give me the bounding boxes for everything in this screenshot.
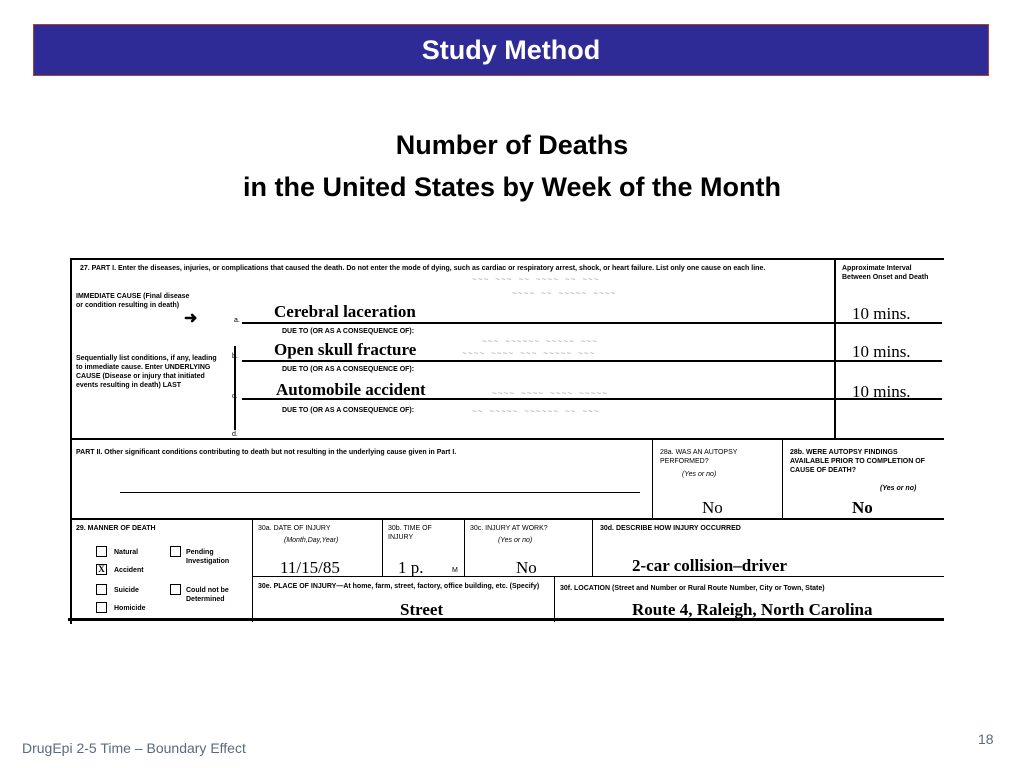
pending-checkbox: [170, 546, 181, 557]
suicide-checkbox: [96, 584, 107, 595]
findings-sub: (Yes or no): [880, 485, 917, 492]
location-value: Route 4, Raleigh, North Carolina: [632, 600, 873, 619]
slide-title-bar: [33, 24, 989, 76]
part2-top-line: [70, 438, 944, 440]
place-top-line: [252, 576, 944, 577]
slide-footer: DrugEpi 2-5 Time – Boundary Effect: [22, 740, 246, 756]
how-label: 30d. DESCRIBE HOW INJURY OCCURRED: [600, 525, 741, 532]
work-divider: [592, 518, 593, 576]
how-value: 2-car collision–driver: [632, 556, 788, 575]
part2-label: PART II. Other significant conditions contributing to death but not resulting in the underlying cause given in Part I.: [76, 449, 457, 456]
homicide-checkbox: [96, 602, 107, 613]
findings-label: 28b. WERE AUTOPSY FINDINGS AVAILABLE PRIOR TO COMPLETION OF CAUSE OF DEATH?: [790, 449, 925, 474]
cause-b-interval: 10 mins.: [852, 342, 911, 361]
autopsy-divider: [652, 438, 653, 518]
cause-line-b: [242, 360, 942, 362]
time-divider: [464, 518, 465, 576]
suicide-option: Suicide: [114, 587, 139, 594]
autopsy-value: No: [702, 498, 723, 517]
work-sub: (Yes or no): [498, 537, 533, 544]
due-to-label-2: DUE TO (OR AS A CONSEQUENCE OF):: [282, 366, 415, 373]
immediate-cause-label: IMMEDIATE CAUSE (Final disease or condition resulting in death): [76, 293, 190, 309]
form-top-border: [70, 258, 944, 260]
time-label: 30b. TIME OF INJURY: [388, 525, 432, 541]
bleed-through-texture: ~~~ ~~~~~~ ~~~~~ ~~~: [482, 338, 599, 347]
bleed-through-texture: ~~ ~~~~~ ~~~~~~ ~~ ~~~: [472, 408, 600, 417]
slide-title: Study Method: [421, 34, 601, 65]
part1-instructions: 27. PART I. Enter the diseases, injuries, or complications that caused the death. Do not enter the mode of dying, such as cardiac or respiratory arrest, shock, or heart failure. List only one cause on each line.: [80, 265, 766, 272]
time-value: 1 p.: [398, 558, 424, 577]
death-certificate-image: [62, 254, 944, 624]
manner-divider: [252, 518, 253, 622]
line-letter-c: c.: [232, 393, 238, 400]
undetermined-checkbox: [170, 584, 181, 595]
autopsy-label: 28a. WAS AN AUTOPSY PERFORMED?: [660, 449, 738, 465]
line-letter-d: d.: [232, 431, 238, 438]
bleed-through-texture: ~~~~ ~~ ~~~~~ ~~~~: [512, 290, 617, 299]
cause-c-text: Automobile accident: [276, 380, 426, 399]
sequential-cause-label: Sequentially list conditions, if any, leading to immediate cause. Enter UNDERLYING CAUSE (Disease or injury that initiated events resulting in death) LAST: [76, 355, 217, 389]
natural-option: Natural: [114, 549, 139, 556]
autopsy-sub: (Yes or no): [682, 471, 717, 478]
accident-option: Accident: [114, 567, 144, 574]
homicide-option: Homicide: [114, 605, 146, 612]
findings-divider: [782, 438, 783, 518]
bleed-through-texture: ~~~~ ~~~~ ~~~~ ~~~~~: [492, 390, 609, 399]
part2-write-line: [120, 492, 640, 493]
cause-a-text: Cerebral laceration: [274, 302, 416, 321]
natural-checkbox: [96, 546, 107, 557]
slide-heading-line1: Number of Deaths: [395, 130, 629, 160]
page-number: 18: [978, 731, 994, 747]
bleed-through-texture: ~~~~ ~~~~ ~~~ ~~~~~ ~~~: [462, 350, 596, 359]
findings-value: No: [852, 498, 873, 517]
time-suffix: M: [452, 567, 458, 574]
place-label: 30e. PLACE OF INJURY—At home, farm, street, factory, office building, etc. (Specify): [258, 583, 540, 590]
cause-c-interval: 10 mins.: [852, 382, 911, 401]
pending-option: Pending Investigation: [186, 549, 230, 565]
due-to-label-1: DUE TO (OR AS A CONSEQUENCE OF):: [282, 328, 415, 335]
place-value: Street: [400, 600, 444, 619]
cause-line-a: [242, 322, 942, 324]
arrow-icon: ➜: [184, 310, 198, 327]
date-value: 11/15/85: [280, 558, 340, 577]
manner-top-line: [70, 518, 944, 520]
line-letter-a: a.: [234, 317, 240, 324]
date-divider: [382, 518, 383, 576]
undetermined-option: Could not be Determined: [186, 587, 229, 603]
work-value: No: [516, 558, 537, 577]
interval-label: Approximate Interval Between Onset and Death: [842, 265, 929, 281]
location-label: 30f. LOCATION (Street and Number or Rural Route Number, City or Town, State): [560, 585, 825, 592]
due-to-label-3: DUE TO (OR AS A CONSEQUENCE OF):: [282, 407, 415, 414]
cause-b-text: Open skull fracture: [274, 340, 417, 359]
manner-label: 29. MANNER OF DEATH: [76, 525, 156, 532]
interval-divider: [834, 258, 836, 438]
date-sub: (Month,Day,Year): [284, 537, 339, 544]
line-letter-b: b.: [232, 353, 238, 360]
accident-checkbox: X: [96, 564, 107, 575]
work-label: 30c. INJURY AT WORK?: [470, 525, 548, 532]
slide-heading-line2: in the United States by Week of the Month: [242, 172, 782, 202]
date-label: 30a. DATE OF INJURY: [258, 525, 331, 532]
cause-a-interval: 10 mins.: [852, 304, 911, 323]
form-left-border: [70, 258, 72, 624]
bleed-through-texture: ~~~ ~~~ ~~ ~~~~ ~~ ~~~: [472, 276, 600, 285]
place-divider: [554, 576, 555, 622]
